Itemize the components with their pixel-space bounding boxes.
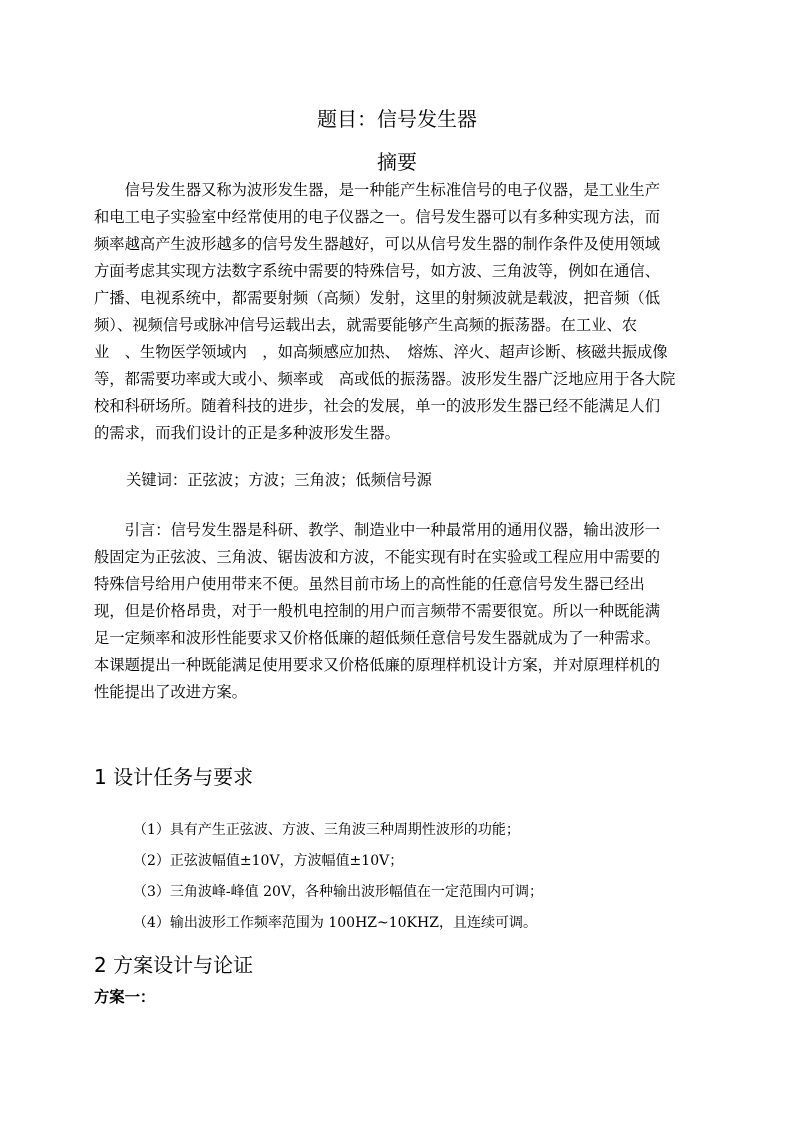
intro-line: 般固定为正弦波、三角波、锯齿波和方波，不能实现有时在实验或工程应用中需要的: [94, 548, 660, 566]
requirement-item: （2）正弦波幅值±10V，方波幅值±10V；: [133, 853, 404, 869]
abstract-line: 业 、生物医学领域内 ，如高频感应加热、 熔炼、淬火、超声诊断、核磁共振成像: [94, 343, 668, 361]
intro-line: 足一定频率和波形性能要求又价格低廉的超低频任意信号发生器就成为了一种需求。: [94, 629, 660, 647]
intro-line: 性能提出了改进方案。: [94, 683, 247, 701]
section-heading-2: 2 方案设计与论证: [94, 953, 254, 977]
abstract-line: 和电工电子实验室中经常使用的电子仪器之一。信号发生器可以有多种实现方法，而: [94, 208, 660, 226]
abstract-line: 信号发生器又称为波形发生器，是一种能产生标准信号的电子仪器，是工业生产: [94, 181, 660, 199]
requirement-item: （3）三角波峰-峰值 20V，各种输出波形幅值在一定范围内可调；: [133, 884, 544, 900]
intro-line: 本课题提出一种既能满足使用要求又价格低廉的原理样机设计方案，并对原理样机的: [94, 656, 660, 674]
scheme-label: 方案一：: [94, 988, 156, 1006]
document-title: 题目：信号发生器: [317, 107, 477, 131]
keywords-line: 关键词：正弦波；方波；三角波；低频信号源: [126, 471, 432, 489]
requirement-item: （4）输出波形工作频率范围为 100HZ~10KHZ，且连续可调。: [133, 915, 537, 931]
intro-line: 现，但是价格昂贵，对于一般机电控制的用户而言频带不需要很宽。所以一种既能满: [94, 602, 660, 620]
requirement-item: （1）具有产生正弦波、方波、三角波三种周期性波形的功能；: [133, 822, 520, 838]
abstract-line: 等，都需要功率或大或小、频率或 高或低的振荡器。波形发生器广泛地应用于各大院: [94, 370, 676, 388]
intro-line: 引言：信号发生器是科研、教学、制造业中一种最常用的通用仪器，输出波形一: [94, 521, 660, 539]
abstract-line: 频）、视频信号或脉冲信号运载出去，就需要能够产生高频的振荡器。在工业、农: [94, 316, 638, 334]
abstract-line: 广播、电视系统中，都需要射频（高频）发射，这里的射频波就是载波，把音频（低: [94, 289, 660, 307]
intro-line: 特殊信号给用户使用带来不便。虽然目前市场上的高性能的任意信号发生器已经出: [94, 575, 645, 593]
intro-paragraph: [94, 517, 706, 706]
abstract-line: 的需求，而我们设计的正是多种波形发生器。: [94, 424, 400, 442]
abstract-line: 频率越高产生波形越多的信号发生器越好，可以从信号发生器的制作条件及使用领域: [94, 235, 660, 253]
abstract-paragraph: [94, 177, 706, 447]
abstract-heading: 摘要: [377, 150, 417, 174]
abstract-line: 方面考虑其实现方法数字系统中需要的特殊信号，如方波、三角波等，例如在通信、: [94, 262, 660, 280]
section-heading-1: 1 设计任务与要求: [94, 765, 254, 789]
abstract-line: 校和科研场所。随着科技的进步，社会的发展，单一的波形发生器已经不能满足人们: [94, 397, 660, 415]
